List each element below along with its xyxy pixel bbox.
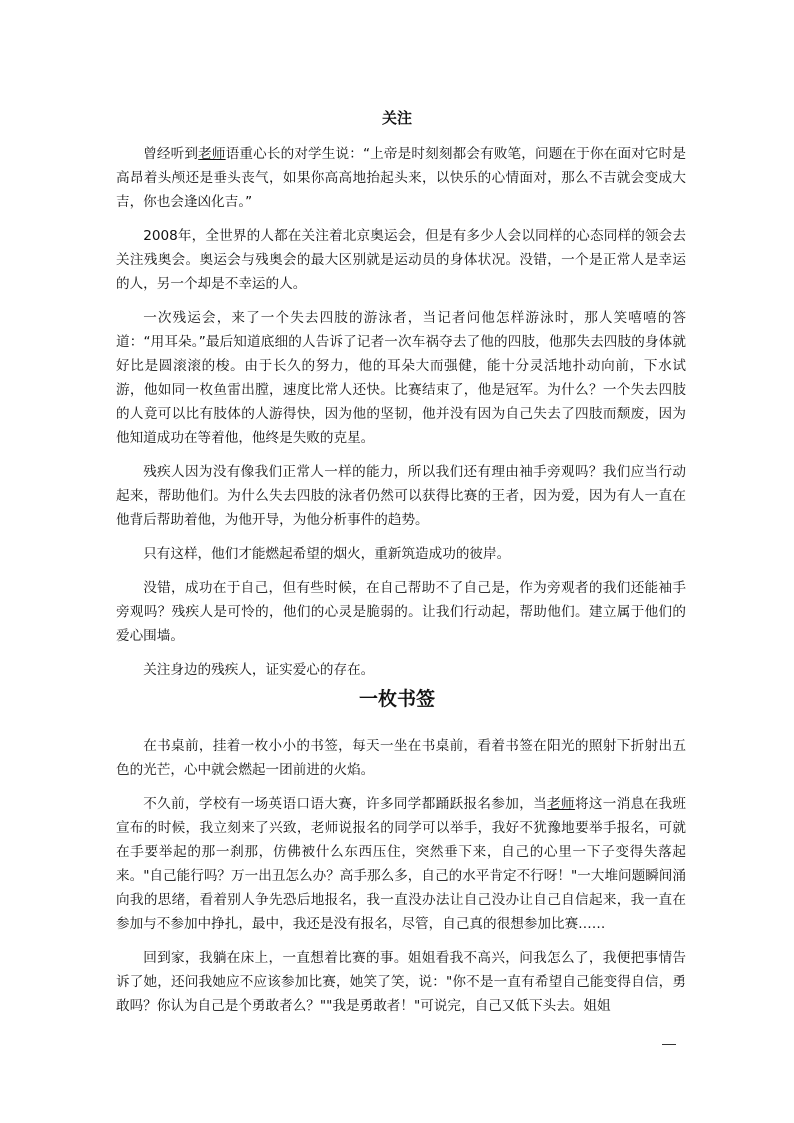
paragraph: 一次残运会，来了一个失去四肢的游泳者，当记者问他怎样游泳时，那人笑嘻嘻的答道：“用耳朵。”最后知道底细的人告诉了记者一次车祸夺去了他的四肢，他那失去四肢的身体就好比是圆滚滚的梭。由于长久的努力，他的耳朵大而强健，能十分灵活地扑动向前，下水试游，他如同一枚鱼雷出膛，速度比常人还快。比赛结束了，他是冠军。为什么？一个失去四肢的人竟可以比有肢体的人游得快，因为他的坚韧，他并没有因为自己失去了四肢而颓废，因为他知道成功在等着他，他终是失败的克星。 [116,310,686,446]
paragraph: 只有这样，他们才能燃起希望的烟火，重新筑造成功的彼岸。 [143,546,511,562]
paragraph: 2008年，全世界的人都在关注着北京奥运会，但是有多少人会以同样的心态同样的领会去关注残奥会。奥运会与残奥会的最大区别就是运动员的身体状况。没错，一个是正常人是幸运的人，另一个却是不幸运的人。 [116,228,686,292]
paragraph: 没错，成功在于自己，但有些时候，在自己帮助不了自己是，作为旁观者的我们还能袖手旁观吗？残疾人是可怜的，他们的心灵是脆弱的。让我们行动起，帮助他们。建立属于他们的爱心围墙。 [116,580,686,644]
article-title-guanzhu: 关注 [381,109,412,127]
paragraph: 不久前，学校有一场英语口语大赛，许多同学都踊跃报名参加，当老师将这一消息在我班宣布的时候，我立刻来了兴致，老师说报名的同学可以举手，我好不犹豫地要举手报名，可就在手要举起的那一刹那，仿佛被什么东西压住，突然垂下来，自己的心里一下子变得失落起来。"自己能行吗？万一出丑怎么办？高手那么多，自己的水平肯定不行呀！"一大堆问题瞬间涌向我的思绪，看着别人争先恐后地报名，我一直没办法让自己没办让自己自信起来，我一直在参加与不参加中挣扎，最中，我还是没有报名，尽管，自己真的很想参加比赛…… [116,796,687,932]
article-title-shuqian: 一枚书签 [358,688,435,710]
paragraph: 残疾人因为没有像我们正常人一样的能力，所以我们还有理由袖手旁观吗？我们应当行动起来，帮助他们。为什么失去四肢的泳者仍然可以获得比赛的王者，因为爱，因为有人一直在他背后帮助着他，为他开导，为他分析事件的趋势。 [116,464,686,528]
teacher-link[interactable]: 老师 [198,146,226,162]
article-body-guanzhu [116,142,686,692]
teacher-link[interactable]: 老师 [547,796,575,812]
page-number-mark [662,1043,676,1045]
paragraph: 回到家，我躺在床上，一直想着比赛的事。姐姐看我不高兴，问我怎么了，我便把事情告诉了她，还问我她应不应该参加比赛，她笑了笑，说："你不是一直有希望自己能变得自信，勇敢吗？你认为自己是个勇敢者么？""我是勇敢者！"可说完，自己又低下头去。姐姐 [116,950,686,1014]
paragraph: 关注身边的残疾人，证实爱心的存在。 [143,662,375,678]
paragraph: 在书桌前，挂着一枚小小的书签，每天一坐在书桌前，看着书签在阳光的照射下折射出五色的光芒，心中就会燃起一团前进的火焰。 [116,738,686,778]
article-body-shuqian [116,734,686,1028]
paragraph: 曾经听到老师语重心长的对学生说：“上帝是时刻刻都会有败笔，问题在于你在面对它时是高昂着头颅还是垂头丧气，如果你高高地抬起头来，以快乐的心情面对，那么不吉就会变成大吉，你也会逢凶化吉。” [116,146,687,210]
